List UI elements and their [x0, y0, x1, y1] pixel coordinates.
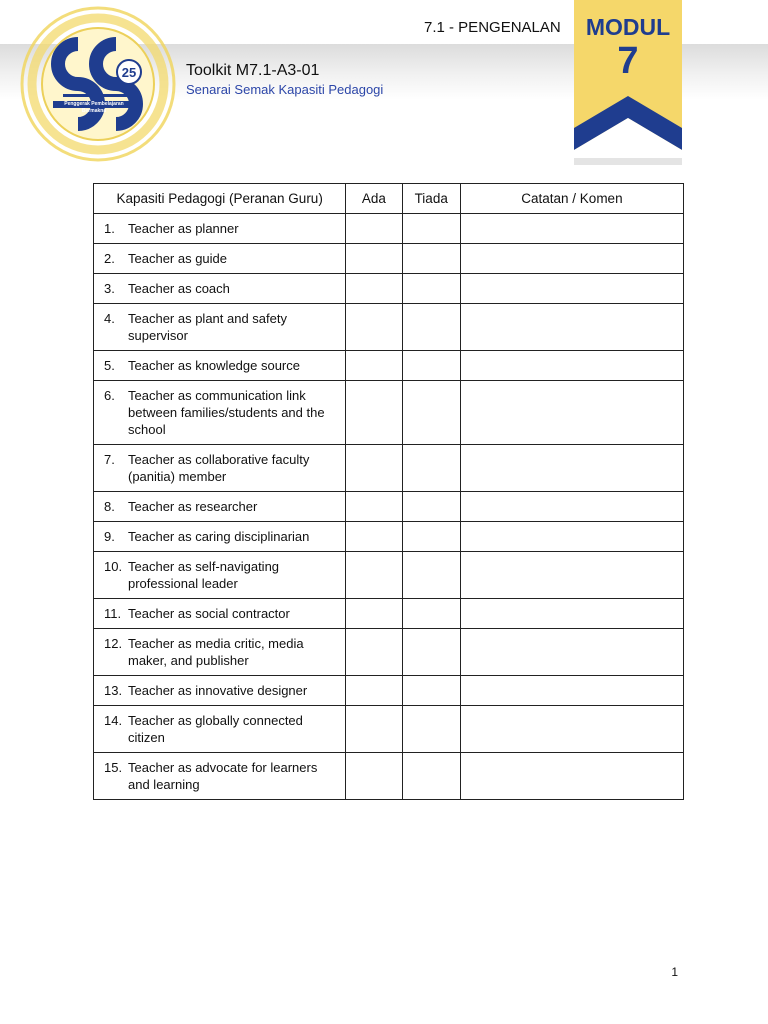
row-number: 1.	[104, 221, 115, 236]
tiada-cell[interactable]	[402, 552, 460, 599]
ada-cell[interactable]	[346, 753, 402, 800]
ada-cell[interactable]	[346, 214, 402, 244]
notes-cell[interactable]	[460, 629, 683, 676]
table-row	[94, 445, 684, 492]
table-row	[94, 244, 684, 274]
row-capacity: Teacher as advocate for learners and learning	[128, 760, 318, 792]
tiada-cell[interactable]	[402, 706, 460, 753]
table-row	[94, 214, 684, 244]
section-label: 7.1 - PENGENALAN	[424, 19, 561, 36]
notes-cell[interactable]	[460, 552, 683, 599]
toolkit-subtitle: Senarai Semak Kapasiti Pedagogi	[186, 82, 384, 97]
ada-cell[interactable]	[346, 244, 402, 274]
tiada-cell[interactable]	[402, 351, 460, 381]
notes-cell[interactable]	[460, 244, 683, 274]
tiada-cell[interactable]	[402, 522, 460, 552]
ada-cell[interactable]	[346, 445, 402, 492]
header-ada: Ada	[346, 184, 402, 214]
row-capacity: Teacher as innovative designer	[128, 683, 308, 698]
tiada-cell[interactable]	[402, 274, 460, 304]
row-number: 7.	[104, 452, 115, 467]
ada-cell[interactable]	[346, 706, 402, 753]
table-row	[94, 629, 684, 676]
logo-number: 25	[121, 65, 137, 80]
row-number: 2.	[104, 251, 115, 266]
table-row	[94, 304, 684, 351]
row-capacity: Teacher as caring disciplinarian	[128, 529, 310, 544]
tiada-cell[interactable]	[402, 629, 460, 676]
tiada-cell[interactable]	[402, 599, 460, 629]
table-row	[94, 753, 684, 800]
row-capacity: Teacher as knowledge source	[128, 358, 300, 373]
row-capacity: Teacher as researcher	[128, 499, 258, 514]
tiada-cell[interactable]	[402, 753, 460, 800]
tiada-cell[interactable]	[402, 244, 460, 274]
table-header-row	[94, 184, 684, 214]
notes-cell[interactable]	[460, 214, 683, 244]
row-capacity: Teacher as guide	[128, 251, 228, 266]
table-row	[94, 599, 684, 629]
page-number: 1	[671, 965, 678, 979]
table-row	[94, 522, 684, 552]
table-row	[94, 274, 684, 304]
notes-cell[interactable]	[460, 381, 683, 445]
row-number: 10.	[104, 559, 123, 574]
row-capacity: Teacher as self-navigating professional leader	[128, 559, 280, 591]
header-notes: Catatan / Komen	[460, 184, 683, 214]
ada-cell[interactable]	[346, 552, 402, 599]
tiada-cell[interactable]	[402, 381, 460, 445]
ada-cell[interactable]	[346, 676, 402, 706]
ada-cell[interactable]	[346, 629, 402, 676]
ada-cell[interactable]	[346, 522, 402, 552]
row-number: 4.	[104, 311, 115, 326]
row-number: 6.	[104, 388, 115, 403]
logo-tagline: Penggerak Pembelajaran Bermakna	[53, 101, 135, 108]
table-row	[94, 351, 684, 381]
table-row	[94, 381, 684, 445]
row-capacity: Teacher as communication link between families/students and the school	[128, 388, 325, 437]
tiada-cell[interactable]	[402, 492, 460, 522]
tiada-cell[interactable]	[402, 304, 460, 351]
row-number: 11.	[104, 606, 122, 621]
row-capacity: Teacher as collaborative faculty (panitia) member	[128, 452, 310, 484]
header-capacity: Kapasiti Pedagogi (Peranan Guru)	[94, 184, 346, 214]
notes-cell[interactable]	[460, 676, 683, 706]
row-capacity: Teacher as plant and safety supervisor	[128, 311, 287, 343]
row-number: 9.	[104, 529, 115, 544]
row-number: 15.	[104, 760, 123, 775]
row-number: 13.	[104, 683, 123, 698]
notes-cell[interactable]	[460, 304, 683, 351]
notes-cell[interactable]	[460, 492, 683, 522]
row-number: 14.	[104, 713, 123, 728]
table-row	[94, 706, 684, 753]
ada-cell[interactable]	[346, 304, 402, 351]
ada-cell[interactable]	[346, 274, 402, 304]
row-number: 8.	[104, 499, 115, 514]
header-tiada: Tiada	[402, 184, 460, 214]
checklist-table	[93, 183, 684, 800]
row-capacity: Teacher as planner	[128, 221, 239, 236]
ada-cell[interactable]	[346, 381, 402, 445]
row-capacity: Teacher as globally connected citizen	[128, 713, 303, 745]
row-number: 5.	[104, 358, 115, 373]
notes-cell[interactable]	[460, 706, 683, 753]
row-capacity: Teacher as media critic, media maker, and publisher	[128, 636, 304, 668]
row-capacity: Teacher as coach	[128, 281, 230, 296]
modul-word: MODUL	[585, 14, 671, 40]
notes-cell[interactable]	[460, 351, 683, 381]
row-number: 3.	[104, 281, 115, 296]
tiada-cell[interactable]	[402, 676, 460, 706]
ada-cell[interactable]	[346, 599, 402, 629]
notes-cell[interactable]	[460, 522, 683, 552]
tiada-cell[interactable]	[402, 214, 460, 244]
notes-cell[interactable]	[460, 753, 683, 800]
table-row	[94, 676, 684, 706]
modul-number: 7	[617, 40, 639, 82]
row-capacity: Teacher as social contractor	[128, 606, 290, 621]
ada-cell[interactable]	[346, 492, 402, 522]
pts-logo-icon	[18, 4, 178, 164]
notes-cell[interactable]	[460, 445, 683, 492]
tiada-cell[interactable]	[402, 445, 460, 492]
toolkit-title: Toolkit M7.1-A3-01	[186, 62, 320, 79]
ada-cell[interactable]	[346, 351, 402, 381]
table-row	[94, 552, 684, 599]
notes-cell[interactable]	[460, 274, 683, 304]
notes-cell[interactable]	[460, 599, 683, 629]
table-row	[94, 492, 684, 522]
row-number: 12.	[104, 636, 123, 651]
